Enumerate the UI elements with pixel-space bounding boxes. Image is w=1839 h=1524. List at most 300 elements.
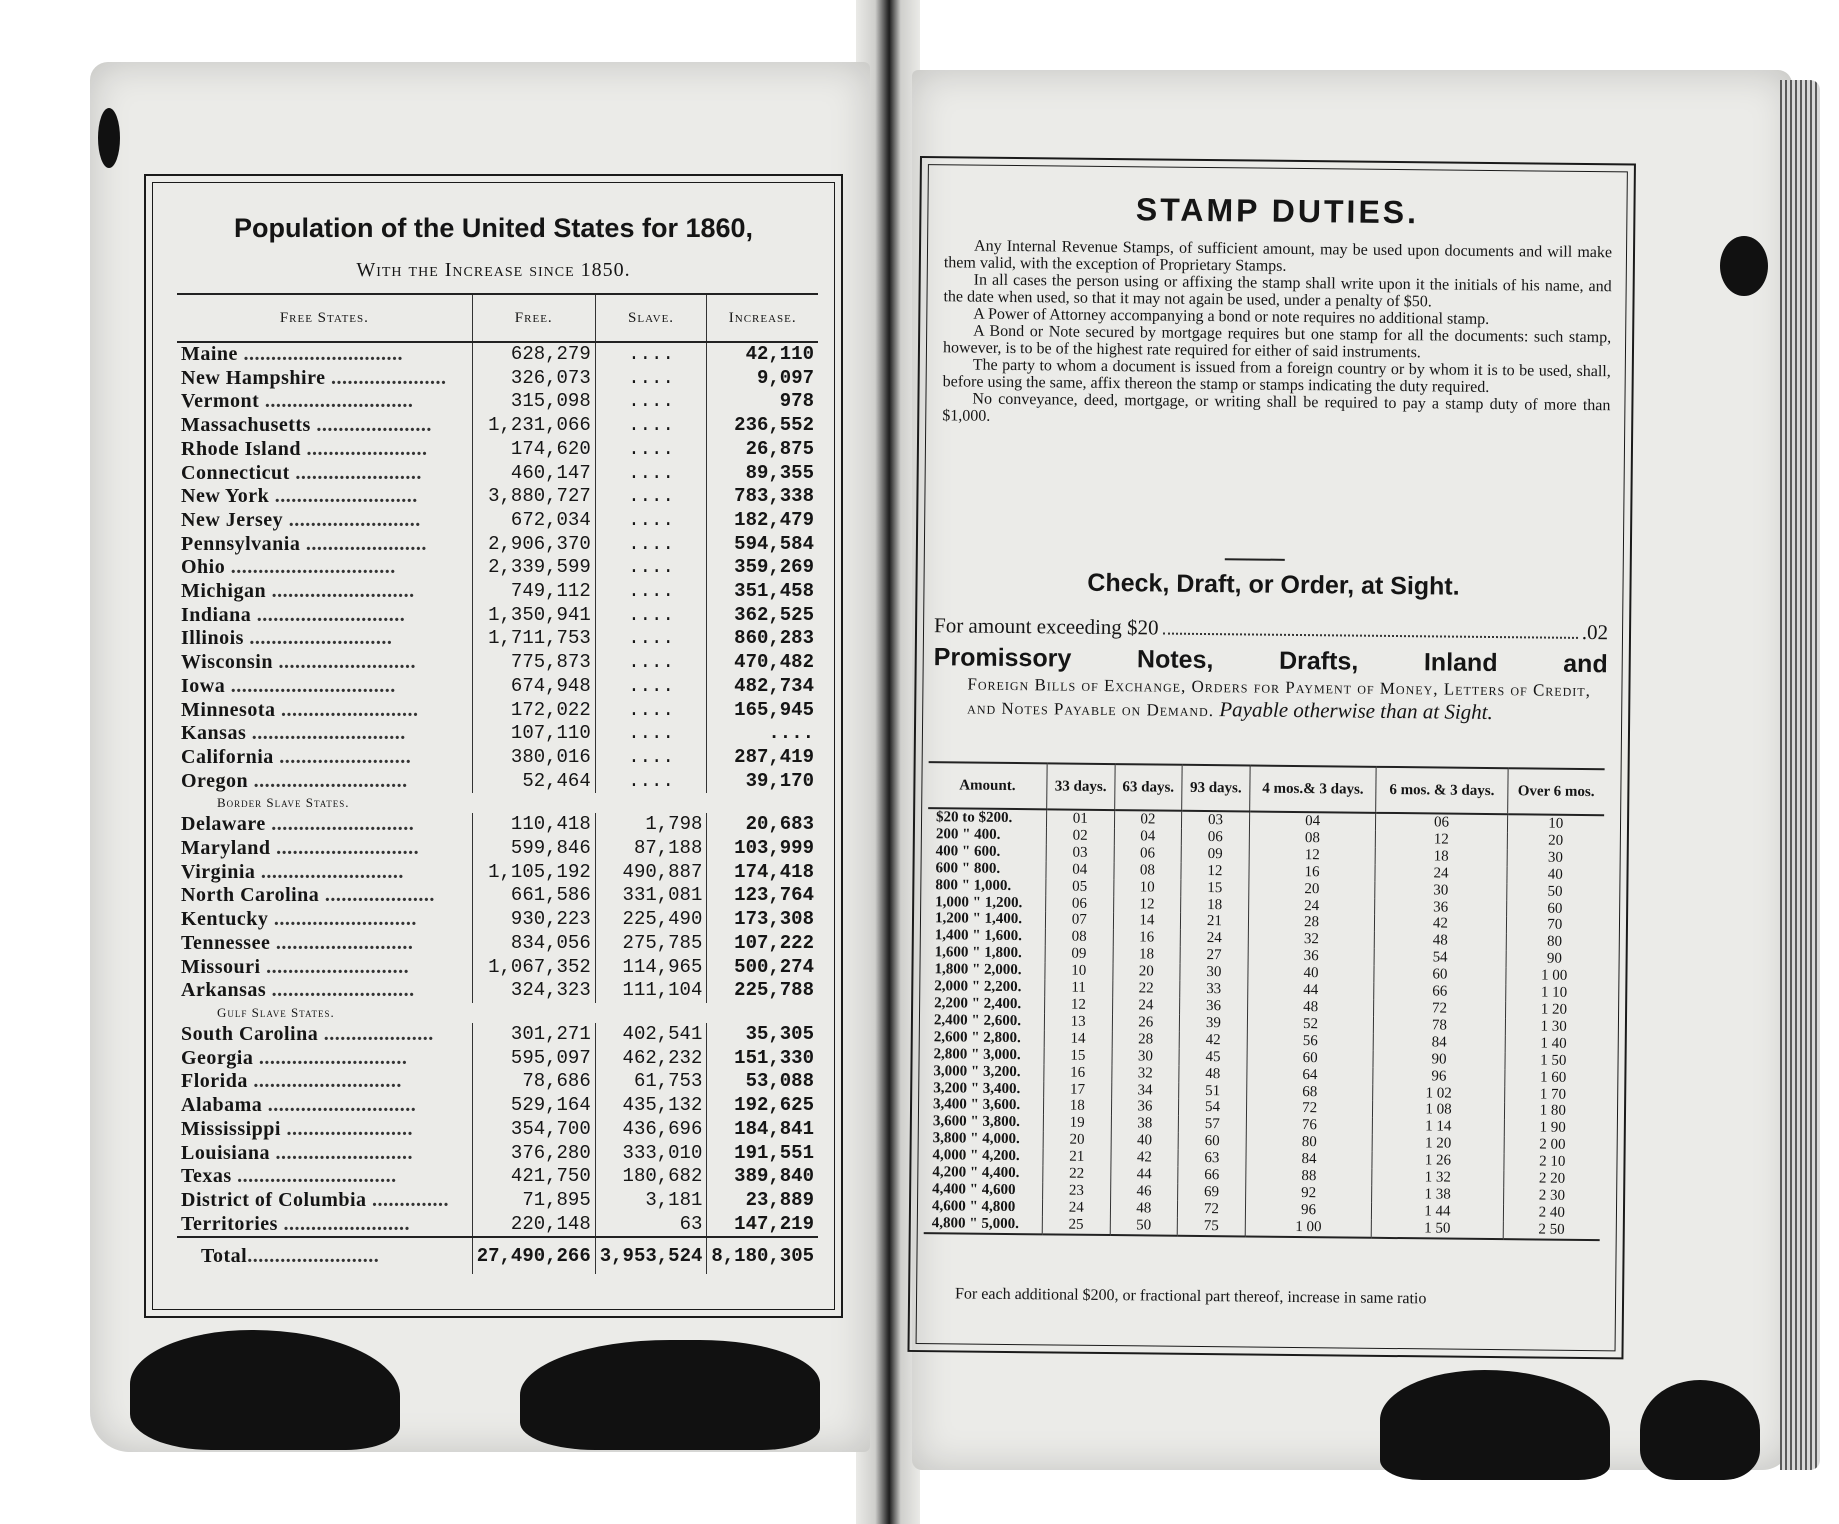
- rate-cell: 80: [1246, 1134, 1373, 1152]
- table-row: [177, 861, 818, 885]
- state-cell: [177, 509, 472, 533]
- rate-cell: 34: [1111, 1082, 1179, 1100]
- increase-cell: 26,875: [707, 438, 818, 462]
- dot-leader: ..........................: [243, 627, 393, 650]
- rate-cell: 1 14: [1373, 1118, 1504, 1136]
- rate-cell: 08: [1114, 862, 1182, 880]
- state-name: New Hampshire: [181, 366, 326, 389]
- rate-cell: 15: [1181, 879, 1249, 897]
- state-name: Texas: [181, 1165, 232, 1188]
- slave-cell: ....: [595, 462, 707, 486]
- free-cell: 380,016: [472, 746, 595, 770]
- total-label-cell: [177, 1237, 472, 1274]
- increase-cell: 236,552: [707, 414, 818, 438]
- state-name: Pennsylvania: [181, 532, 301, 555]
- rate-cell: 09: [1045, 946, 1113, 964]
- rate-cell: 2 10: [1503, 1153, 1600, 1171]
- heading-word: and: [1563, 649, 1608, 679]
- slave-cell: ....: [595, 414, 707, 438]
- rule-paragraph: Any Internal Revenue Stamps, of sufficient amount, may be used upon documents and will make them valid, with the exception of Proprietary Stamps.: [943, 237, 1613, 275]
- increase-cell: 89,355: [707, 462, 818, 486]
- increase-cell: 783,338: [707, 485, 818, 509]
- amount-cell: 200 " 400.: [935, 826, 1001, 843]
- slave-cell: ....: [595, 604, 707, 628]
- free-cell: 326,073: [472, 367, 595, 391]
- dot-leader: .............................: [231, 1165, 397, 1188]
- rate-cell: 16: [1249, 863, 1376, 881]
- slave-cell: ....: [595, 438, 707, 462]
- rate-cell: 17: [1044, 1081, 1112, 1099]
- rate-cell: 84: [1246, 1151, 1373, 1169]
- slave-cell: ....: [595, 699, 707, 723]
- increase-cell: 9,097: [707, 367, 818, 391]
- slave-cell: ....: [595, 390, 707, 414]
- rate-cell: 22: [1043, 1165, 1111, 1183]
- rate-cell: 30: [1112, 1048, 1180, 1066]
- slave-cell: 87,188: [595, 837, 707, 861]
- amount-cell: 1,600 " 1,800.: [934, 944, 1022, 962]
- duty-column-header: Over 6 mos.: [1507, 768, 1604, 815]
- rate-cell: 72: [1246, 1100, 1373, 1118]
- rate-cell: 32: [1248, 931, 1375, 949]
- rate-cell: 40: [1248, 965, 1375, 983]
- free-cell: 749,112: [472, 580, 595, 604]
- table-row: [177, 556, 818, 580]
- rate-cell: 06: [1376, 813, 1507, 832]
- free-cell: 324,323: [472, 979, 595, 1003]
- duty-column-header: 93 days.: [1182, 765, 1250, 812]
- rate-cell: 96: [1245, 1201, 1372, 1219]
- table-row: [177, 1213, 818, 1238]
- rate-cell: 50: [1506, 883, 1603, 901]
- rate-cell: 07: [1045, 912, 1113, 930]
- page-edge-stack: [1780, 80, 1820, 1470]
- rate-cell: 11: [1045, 979, 1113, 997]
- table-row: [177, 627, 818, 651]
- state-name: Virginia: [181, 860, 256, 883]
- rate-cell: 1 40: [1505, 1035, 1602, 1053]
- slave-cell: ....: [595, 627, 707, 651]
- rate-cell: 21: [1043, 1148, 1111, 1166]
- heading-word: Promissory: [933, 643, 1072, 673]
- state-cell: [177, 861, 472, 885]
- amount-cell: 2,000 " 2,200.: [934, 978, 1022, 996]
- free-cell: 775,873: [472, 651, 595, 675]
- rate-cell: 18: [1181, 896, 1249, 914]
- table-row: [177, 533, 818, 557]
- duty-footnote: [925, 1285, 1601, 1310]
- free-cell: 595,097: [472, 1047, 595, 1071]
- state-cell: [177, 367, 472, 391]
- population-table-frame: [144, 174, 843, 1318]
- rate-cell: 1 44: [1372, 1203, 1503, 1221]
- free-cell: 52,464: [472, 770, 595, 794]
- free-cell: 78,686: [472, 1070, 595, 1094]
- state-name: Arkansas: [181, 979, 267, 1002]
- state-cell: [177, 462, 472, 486]
- ink-stain: [98, 108, 120, 168]
- rate-cell: 2 50: [1503, 1221, 1600, 1240]
- rate-cell: 60: [1374, 966, 1505, 984]
- rate-cell: 92: [1245, 1184, 1372, 1202]
- table-row: [177, 770, 818, 794]
- rate-cell: 30: [1375, 881, 1506, 899]
- rate-cell: 44: [1110, 1166, 1178, 1184]
- rate-cell: 28: [1112, 1031, 1180, 1049]
- rate-cell: 04: [1046, 861, 1114, 879]
- rate-cell: 75: [1177, 1218, 1245, 1237]
- state-name: California: [181, 745, 274, 768]
- amount-cell: 2,200 " 2,400.: [934, 995, 1022, 1013]
- rate-cell: 50: [1110, 1217, 1178, 1236]
- slave-cell: 3,181: [595, 1189, 707, 1213]
- rate-cell: 12: [1113, 896, 1181, 914]
- rate-cell: 2 40: [1503, 1204, 1600, 1222]
- rate-cell: 12: [1045, 996, 1113, 1014]
- rate-cell: 60: [1178, 1133, 1246, 1151]
- section-label: Border Slave States.: [217, 795, 350, 811]
- increase-cell: 860,283: [707, 627, 818, 651]
- free-cell: 1,067,352: [472, 956, 595, 980]
- slave-cell: ....: [595, 367, 707, 391]
- rate-cell: 01: [1046, 809, 1114, 828]
- increase-cell: 225,788: [707, 979, 818, 1003]
- rate-cell: 42: [1111, 1149, 1179, 1167]
- rate-cell: 1 32: [1372, 1169, 1503, 1187]
- table-row: [177, 884, 818, 908]
- table-row: [177, 651, 818, 675]
- stamp-rules-text: [942, 237, 1612, 431]
- free-cell: 1,350,941: [472, 604, 595, 628]
- rate-cell: 06: [1114, 845, 1182, 863]
- slave-cell: 275,785: [595, 932, 707, 956]
- duty-rate-table: [924, 761, 1605, 1241]
- rate-cell: 30: [1180, 964, 1248, 982]
- dot-leader: .....................: [325, 366, 447, 389]
- slave-cell: ....: [595, 651, 707, 675]
- state-name: South Carolina: [181, 1022, 319, 1045]
- rate-cell: 30: [1507, 849, 1604, 867]
- free-cell: 2,906,370: [472, 533, 595, 557]
- state-name: Iowa: [181, 674, 226, 697]
- table-row: [177, 1047, 818, 1071]
- table-row: [177, 509, 818, 533]
- free-cell: 834,056: [472, 932, 595, 956]
- slave-cell: 111,104: [595, 979, 707, 1003]
- state-cell: [177, 1213, 472, 1238]
- table-row: [177, 908, 818, 932]
- rate-cell: 76: [1246, 1117, 1373, 1135]
- state-cell: [177, 699, 472, 723]
- rate-cell: 18: [1376, 848, 1507, 866]
- rate-cell: 44: [1247, 982, 1374, 1000]
- increase-cell: 978: [707, 390, 818, 414]
- rate-cell: 66: [1374, 983, 1505, 1001]
- rate-cell: 1 20: [1373, 1135, 1504, 1153]
- rate-cell: 28: [1248, 914, 1375, 932]
- rate-cell: 72: [1374, 1000, 1505, 1018]
- heading-word: Drafts,: [1278, 646, 1359, 676]
- table-row: [177, 675, 818, 699]
- state-name: Florida: [181, 1070, 248, 1093]
- table-row: [177, 1023, 818, 1047]
- rate-cell: 88: [1245, 1167, 1372, 1185]
- table-row: [177, 462, 818, 486]
- state-name: Missouri: [181, 955, 261, 978]
- rate-cell: 60: [1247, 1049, 1374, 1067]
- increase-cell: 39,170: [707, 770, 818, 794]
- state-cell: [177, 1189, 472, 1213]
- rate-cell: 42: [1375, 915, 1506, 933]
- table-row: [177, 699, 818, 723]
- rate-cell: 1 60: [1504, 1069, 1601, 1087]
- rate-cell: 42: [1179, 1032, 1247, 1050]
- dot-leader: ...........................: [253, 1046, 408, 1069]
- rate-cell: 21: [1181, 913, 1249, 931]
- dot-leader: .........................: [270, 931, 414, 954]
- population-title: Population of the United States for 1860,: [233, 213, 754, 243]
- amount-cell: 1,400 " 1,600.: [934, 927, 1022, 945]
- amount-cell: 4,000 " 4,200.: [932, 1147, 1020, 1165]
- increase-cell: 165,945: [707, 699, 818, 723]
- rate-cell: 20: [1248, 880, 1375, 898]
- table-row: [177, 932, 818, 956]
- dot-leader: ..........................: [266, 979, 415, 1002]
- rate-cell: 05: [1046, 878, 1114, 896]
- total-slave: 3,953,524: [595, 1237, 707, 1274]
- duty-column-header: 4 mos.& 3 days.: [1249, 765, 1376, 812]
- rate-cell: 72: [1178, 1201, 1246, 1219]
- table-row: [177, 580, 818, 604]
- stamp-duties-frame: [907, 156, 1635, 1359]
- ink-stain: [520, 1340, 820, 1450]
- state-cell: [177, 438, 472, 462]
- amount-cell: 4,800 " 5,000.: [924, 1215, 1043, 1234]
- increase-cell: 351,458: [707, 580, 818, 604]
- state-cell: [177, 580, 472, 604]
- amount-cell: $20 to $200.: [935, 809, 1013, 827]
- state-name: Delaware: [181, 813, 266, 836]
- column-header-increase: Increase.: [707, 294, 818, 342]
- rate-cell: 12: [1181, 862, 1249, 880]
- total-increase: 8,180,305: [707, 1237, 818, 1274]
- free-cell: 930,223: [472, 908, 595, 932]
- rate-cell: 1 50: [1505, 1052, 1602, 1070]
- increase-cell: 173,308: [707, 908, 818, 932]
- dot-leader: ......................: [300, 437, 428, 460]
- table-row: [177, 390, 818, 414]
- rate-cell: 09: [1181, 846, 1249, 864]
- free-cell: 220,148: [472, 1213, 595, 1238]
- state-cell: [177, 1118, 472, 1142]
- increase-cell: 191,551: [707, 1142, 818, 1166]
- rate-cell: 48: [1247, 998, 1374, 1016]
- state-name: Alabama: [181, 1094, 263, 1117]
- dot-leader: ......................: [300, 532, 427, 555]
- state-cell: [177, 908, 472, 932]
- rate-cell: 1 08: [1373, 1101, 1504, 1119]
- dot-leader: ........................: [273, 745, 412, 768]
- column-header-slave: Slave.: [595, 294, 707, 342]
- state-cell: [177, 604, 472, 628]
- rate-cell: 20: [1043, 1132, 1111, 1150]
- slave-cell: ....: [595, 746, 707, 770]
- duty-column-header: 63 days.: [1114, 764, 1182, 811]
- rate-cell: 46: [1110, 1183, 1178, 1201]
- population-subtitle: With the Increase since 1850.: [356, 259, 631, 281]
- section-row: [177, 793, 818, 813]
- amount-cell: 1,200 " 1,400.: [934, 910, 1023, 928]
- amount-cell: 400 " 600.: [935, 843, 1001, 860]
- rate-cell: 04: [1114, 828, 1182, 846]
- rate-cell: 1 80: [1504, 1103, 1601, 1121]
- increase-cell: 482,734: [707, 675, 818, 699]
- dot-leader: ..............................: [225, 556, 396, 579]
- table-row: [177, 485, 818, 509]
- dot-leader: .....................: [310, 414, 432, 437]
- state-name: Vermont: [181, 390, 260, 413]
- amount-cell: 4,200 " 4,400.: [932, 1164, 1020, 1182]
- rate-cell: 64: [1247, 1066, 1374, 1084]
- rate-cell: 1 20: [1505, 1001, 1602, 1019]
- state-name: Kansas: [181, 722, 247, 745]
- rate-cell: 70: [1506, 917, 1603, 935]
- state-cell: [177, 414, 472, 438]
- state-name: Mississippi: [181, 1117, 281, 1140]
- state-name: Ohio: [181, 556, 226, 579]
- column-header-free-states: Free States.: [177, 294, 472, 342]
- rate-cell: 16: [1113, 929, 1181, 947]
- free-cell: 1,105,192: [472, 861, 595, 885]
- rate-cell: 36: [1248, 948, 1375, 966]
- free-cell: 301,271: [472, 1023, 595, 1047]
- table-row: [177, 979, 818, 1003]
- rate-cell: 24: [1248, 897, 1375, 915]
- dot-leader: ..........................: [269, 485, 418, 508]
- table-row: [177, 1165, 818, 1189]
- free-cell: 174,620: [472, 438, 595, 462]
- free-cell: 599,846: [472, 837, 595, 861]
- section-label: Gulf Slave States.: [217, 1004, 335, 1020]
- table-row: [177, 342, 818, 367]
- amount-cell: 2,800 " 3,000.: [933, 1045, 1021, 1063]
- increase-cell: 287,419: [707, 746, 818, 770]
- dot-leader: .........................: [272, 651, 416, 674]
- total-free: 27,490,266: [472, 1237, 595, 1274]
- rate-cell: 1 70: [1504, 1086, 1601, 1104]
- state-name: New York: [181, 485, 270, 508]
- dot-leader: ............................: [246, 722, 406, 745]
- rate-cell: 2 20: [1503, 1170, 1600, 1188]
- state-name: Rhode Island: [181, 437, 301, 460]
- check-rate-line: [934, 613, 1608, 645]
- state-cell: [177, 533, 472, 557]
- rate-cell: 36: [1111, 1098, 1179, 1116]
- rate-cell: 66: [1178, 1167, 1246, 1185]
- table-row: [177, 1142, 818, 1166]
- state-cell: [177, 746, 472, 770]
- duty-footnote-text: For each additional $200, or fractional part thereof, increase in same ratio: [954, 1285, 1427, 1308]
- state-cell: [177, 485, 472, 509]
- rate-cell: 54: [1179, 1099, 1247, 1117]
- increase-cell: 184,841: [707, 1118, 818, 1142]
- free-cell: 1,711,753: [472, 627, 595, 651]
- increase-cell: 500,274: [707, 956, 818, 980]
- state-cell: [177, 651, 472, 675]
- amount-cell: 3,400 " 3,600.: [932, 1096, 1021, 1114]
- rate-cell: 15: [1044, 1047, 1112, 1065]
- rate-cell: 16: [1044, 1064, 1112, 1082]
- dot-leader: [1163, 616, 1578, 639]
- rate-cell: 1 90: [1504, 1119, 1601, 1137]
- state-cell: [177, 1094, 472, 1118]
- rate-cell: 36: [1375, 898, 1506, 916]
- slave-cell: ....: [595, 509, 707, 533]
- state-name: Connecticut: [181, 461, 290, 484]
- dot-leader: ..........................: [265, 813, 415, 836]
- increase-cell: 35,305: [707, 1023, 818, 1047]
- section-divider: [1225, 558, 1285, 561]
- state-cell: [177, 1142, 472, 1166]
- dot-leader: ...........................: [259, 390, 414, 413]
- state-name: Massachusetts: [181, 414, 311, 437]
- rate-cell: 12: [1376, 831, 1507, 849]
- slave-cell: ....: [595, 722, 707, 746]
- state-cell: [177, 675, 472, 699]
- state-name: Indiana: [181, 603, 252, 626]
- slave-cell: 331,081: [595, 884, 707, 908]
- slave-cell: 1,798: [595, 813, 707, 837]
- free-cell: 672,034: [472, 509, 595, 533]
- increase-cell: 107,222: [707, 932, 818, 956]
- slave-cell: 333,010: [595, 1142, 707, 1166]
- amount-cell: 4,400 " 4,600: [932, 1181, 1016, 1198]
- rate-cell: 20: [1507, 832, 1604, 850]
- increase-cell: 359,269: [707, 556, 818, 580]
- rate-cell: 13: [1044, 1013, 1112, 1031]
- state-cell: [177, 1070, 472, 1094]
- free-cell: 71,895: [472, 1189, 595, 1213]
- rate-cell: 1 38: [1372, 1186, 1503, 1204]
- rate-cell: 27: [1180, 947, 1248, 965]
- state-cell: [177, 390, 472, 414]
- free-cell: 354,700: [472, 1118, 595, 1142]
- state-name: Michigan: [181, 580, 267, 603]
- rate-cell: 57: [1178, 1116, 1246, 1134]
- slave-cell: ....: [595, 485, 707, 509]
- rate-cell: 1 00: [1505, 967, 1602, 985]
- rate-cell: 03: [1046, 844, 1114, 862]
- state-cell: [177, 979, 472, 1003]
- free-cell: 110,418: [472, 813, 595, 837]
- rate-cell: 10: [1507, 814, 1604, 833]
- state-cell: [177, 932, 472, 956]
- rule-paragraph: No conveyance, deed, mortgage, or writing shall be required to pay a stamp duty of more than $1,000.: [942, 390, 1611, 425]
- rate-cell: 90: [1506, 950, 1603, 968]
- table-row: [177, 367, 818, 391]
- slave-cell: ....: [595, 580, 707, 604]
- rate-cell: 08: [1249, 829, 1376, 847]
- dot-leader: ..............: [366, 1188, 450, 1211]
- increase-cell: 389,840: [707, 1165, 818, 1189]
- slave-cell: ....: [595, 675, 707, 699]
- table-row: [177, 604, 818, 628]
- dot-leader: ........................: [247, 1245, 380, 1268]
- state-cell: [177, 837, 472, 861]
- rate-cell: 96: [1373, 1067, 1504, 1085]
- free-cell: 529,164: [472, 1094, 595, 1118]
- rule-paragraph: The party to whom a document is issued from a foreign country or by whom it is to be used, shall, before using the same, affix thereon the stamp or stamps indicating the duty required.: [942, 356, 1611, 396]
